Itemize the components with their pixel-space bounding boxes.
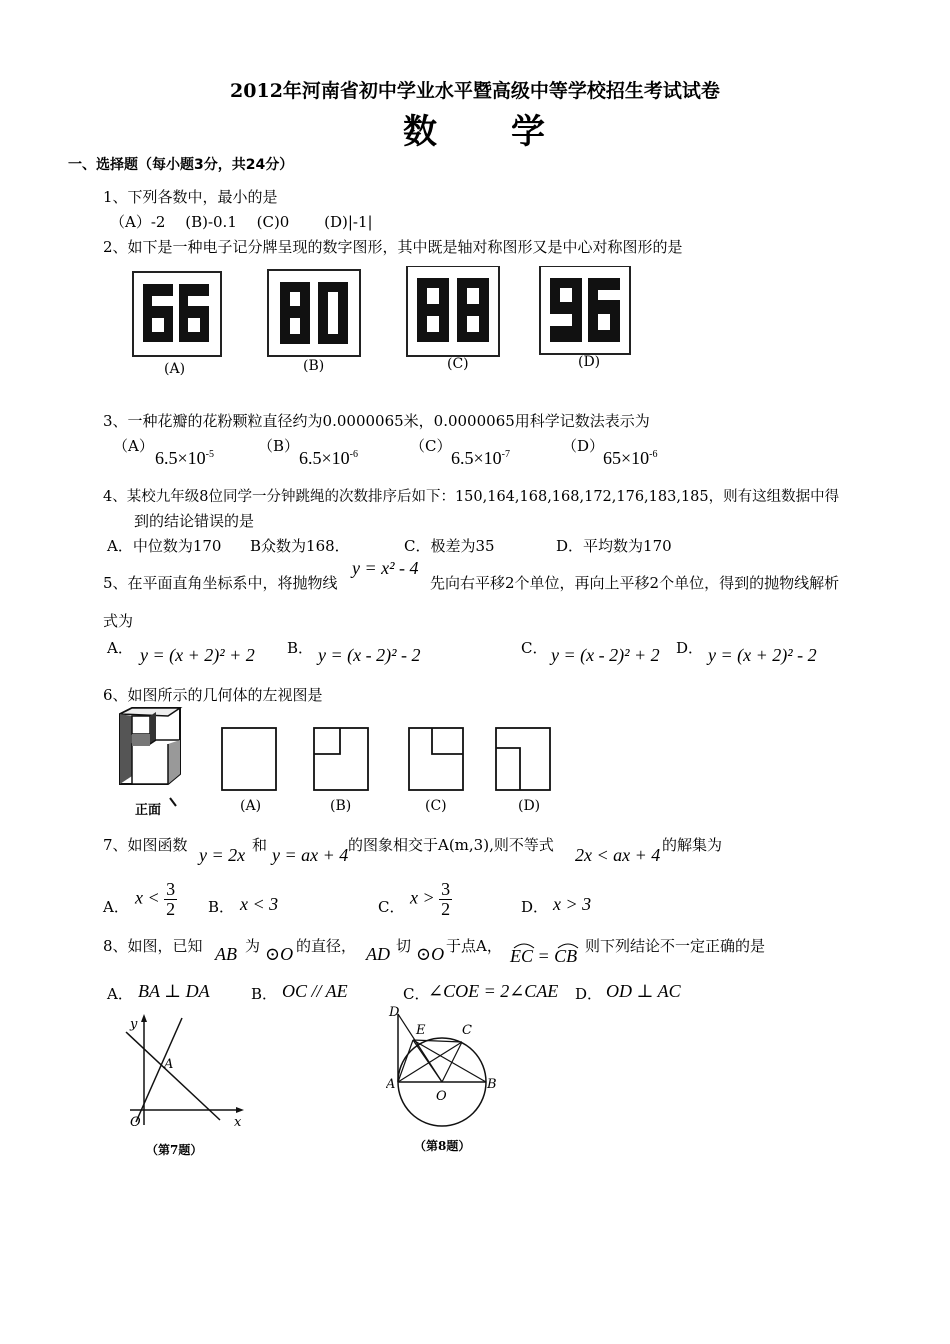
q5-label-a: A． bbox=[107, 639, 133, 657]
front-arrow bbox=[170, 798, 176, 806]
q8-label-d: D． bbox=[575, 985, 603, 1003]
q6-stem: 6、如图所示的几何体的左视图是 bbox=[103, 686, 323, 704]
q4-option-d: D．平均数为170 bbox=[556, 537, 672, 555]
q5-label-d: D． bbox=[676, 639, 704, 657]
scoreboard-figures bbox=[130, 266, 640, 386]
segment-oe bbox=[413, 1040, 442, 1082]
q4-stem-line1: 4、某校九年级8位同学一分钟跳绳的次数排序后如下：150,164,168,168,172,176,183,185，则有这组数据中得 bbox=[103, 489, 840, 505]
arc-marks bbox=[510, 938, 582, 950]
q7-inequality: 2x < ax + 4 bbox=[575, 845, 661, 865]
figure-q7-caption: （第7题） bbox=[146, 1143, 203, 1157]
q5-stem-b: 先向右平移2个单位，再向上平移2个单位，得到的抛物线解析 bbox=[430, 574, 840, 592]
scoreboard-d bbox=[540, 266, 630, 354]
solid-3d-figure bbox=[120, 708, 180, 784]
view-b bbox=[314, 728, 368, 790]
q4-option-b: B众数为168． bbox=[250, 537, 350, 555]
q8-circle-o-1: ⊙O bbox=[265, 944, 294, 964]
q6-label-d: (D) bbox=[518, 798, 541, 814]
q8-label-c: C． bbox=[403, 985, 430, 1003]
q8-option-c: ∠COE = 2∠CAE bbox=[428, 981, 559, 1001]
point-o-label: O bbox=[436, 1089, 447, 1104]
view-d bbox=[496, 728, 550, 790]
q7-stem-b: 的图象相交于A(m,3),则不等式 bbox=[348, 836, 554, 854]
view-c bbox=[409, 728, 463, 790]
point-b-label: B bbox=[487, 1077, 497, 1092]
q8-qie: 切 bbox=[396, 937, 412, 955]
axis-label-y: y bbox=[130, 1017, 138, 1032]
q3-option-a: $6.5\times 10^{-5}$ bbox=[155, 448, 214, 468]
q7-label-b: B． bbox=[208, 898, 235, 916]
q5-stem-line2: 式为 bbox=[103, 612, 134, 630]
q7-label-c: C． bbox=[378, 898, 405, 916]
subject-title: 数 学 bbox=[403, 112, 547, 152]
q7-option-b: x < 3 bbox=[240, 894, 279, 914]
q6-label-b: (B) bbox=[330, 798, 352, 814]
q8-stem-d: 则下列结论不一定正确的是 bbox=[585, 937, 766, 955]
q3-label-b: （B） bbox=[258, 437, 300, 455]
q3-label-a: （A） bbox=[113, 437, 154, 455]
q7-stem-c: 的解集为 bbox=[662, 836, 723, 854]
axis-label-x: x bbox=[234, 1115, 242, 1130]
segment-eb bbox=[413, 1040, 486, 1082]
q2-label-d: (D) bbox=[578, 354, 601, 370]
q3-option-b: $6.5\times 10^{-6}$ bbox=[299, 448, 358, 468]
scoreboard-a bbox=[133, 272, 221, 356]
view-a bbox=[222, 728, 276, 790]
q5-parabola: y = x² - 4 bbox=[352, 558, 419, 578]
q7-option-a: x < $\frac{3}{2}$ bbox=[135, 879, 176, 919]
q7-stem-a: 7、如图函数 bbox=[103, 836, 188, 854]
q8-stem-a: 8、如图，已知 bbox=[103, 937, 203, 955]
q8-ad: AD bbox=[366, 944, 390, 964]
line-y-ax4 bbox=[126, 1032, 220, 1120]
q8-wei: 为 bbox=[245, 937, 261, 955]
q4-option-a: A．中位数为170 bbox=[107, 537, 222, 555]
q8-arc-equality: EC = CB bbox=[510, 946, 578, 966]
point-a-label: A bbox=[164, 1057, 174, 1072]
q4-option-c: C．极差为35 bbox=[404, 537, 495, 555]
q7-func2: y = ax + 4 bbox=[272, 845, 349, 865]
q7-label-d: D． bbox=[521, 898, 549, 916]
exam-title: 2012年河南省初中学业水平暨高级中等学校招生考试试卷 bbox=[230, 80, 720, 102]
q8-ab: AB bbox=[215, 944, 237, 964]
scoreboard-c bbox=[407, 266, 499, 356]
q6-label-a: (A) bbox=[240, 798, 262, 814]
q3-label-d: （D） bbox=[562, 437, 605, 455]
q7-func1: y = 2x bbox=[199, 845, 246, 865]
q3-option-c: $6.5\times 10^{-7}$ bbox=[451, 448, 510, 468]
q3-label-c: （C） bbox=[410, 437, 452, 455]
q7-option-d: x > 3 bbox=[553, 894, 592, 914]
q7-and: 和 bbox=[252, 836, 268, 854]
figure-q8-caption: （第8题） bbox=[414, 1139, 471, 1153]
q5-option-a: y = (x + 2)² + 2 bbox=[140, 645, 255, 665]
point-e-label: E bbox=[416, 1023, 426, 1038]
q5-label-b: B． bbox=[287, 639, 314, 657]
q2-label-a: (A) bbox=[164, 361, 186, 377]
q3-stem: 3、一种花瓣的花粉颗粒直径约为0.0000065米，0.0000065用科学记数法表示为 bbox=[103, 412, 650, 430]
q8-label-a: A． bbox=[107, 985, 133, 1003]
q5-option-d: y = (x + 2)² - 2 bbox=[708, 645, 817, 665]
section-heading: 一、选择题（每小题3分，共24分） bbox=[68, 157, 294, 173]
q8-circle-o-2: ⊙O bbox=[416, 944, 445, 964]
q2-label-b: (B) bbox=[303, 358, 325, 374]
q6-front-label: 正面 bbox=[135, 803, 162, 818]
q8-option-d: OD ⊥ AC bbox=[606, 981, 681, 1001]
q1-stem: 1、下列各数中，最小的是 bbox=[103, 188, 278, 206]
q5-stem-a: 5、在平面直角坐标系中，将抛物线 bbox=[103, 574, 338, 592]
q7-label-a: A． bbox=[103, 898, 129, 916]
q4-stem-line2: 到的结论错误的是 bbox=[134, 512, 255, 530]
point-c-label: C bbox=[462, 1023, 472, 1038]
q2-stem: 2、如下是一种电子记分牌呈现的数字图形，其中既是轴对称图形又是中心对称图形的是 bbox=[103, 238, 683, 256]
q8-label-b: B． bbox=[251, 985, 278, 1003]
line-y-2x bbox=[136, 1018, 182, 1122]
scoreboard-b bbox=[268, 270, 360, 356]
segment-ae bbox=[398, 1040, 413, 1082]
point-a-label-8: A bbox=[386, 1077, 396, 1092]
q6-label-c: (C) bbox=[425, 798, 447, 814]
q8-stem-c: 于点A， bbox=[446, 937, 502, 955]
q1-options: （A）-2 (B)-0.1 (C)0 (D)|-1| bbox=[110, 213, 373, 231]
origin-label: O bbox=[130, 1115, 141, 1130]
q7-option-c: x > $\frac{3}{2}$ bbox=[410, 879, 451, 919]
q8-option-b: OC // AE bbox=[282, 981, 348, 1001]
q8-stem-b: 的直径， bbox=[296, 937, 357, 955]
q3-option-d: $65\times 10^{-6}$ bbox=[603, 448, 658, 468]
q5-option-c: y = (x - 2)² + 2 bbox=[551, 645, 660, 665]
point-d-label: D bbox=[389, 1005, 400, 1020]
figure-q7-graph bbox=[112, 1010, 252, 1160]
q2-label-c: (C) bbox=[447, 356, 469, 372]
figure-q8-circle bbox=[386, 1004, 506, 1164]
q5-option-b: y = (x - 2)² - 2 bbox=[318, 645, 421, 665]
q8-option-a: BA ⊥ DA bbox=[138, 981, 210, 1001]
q5-label-c: C． bbox=[521, 639, 548, 657]
